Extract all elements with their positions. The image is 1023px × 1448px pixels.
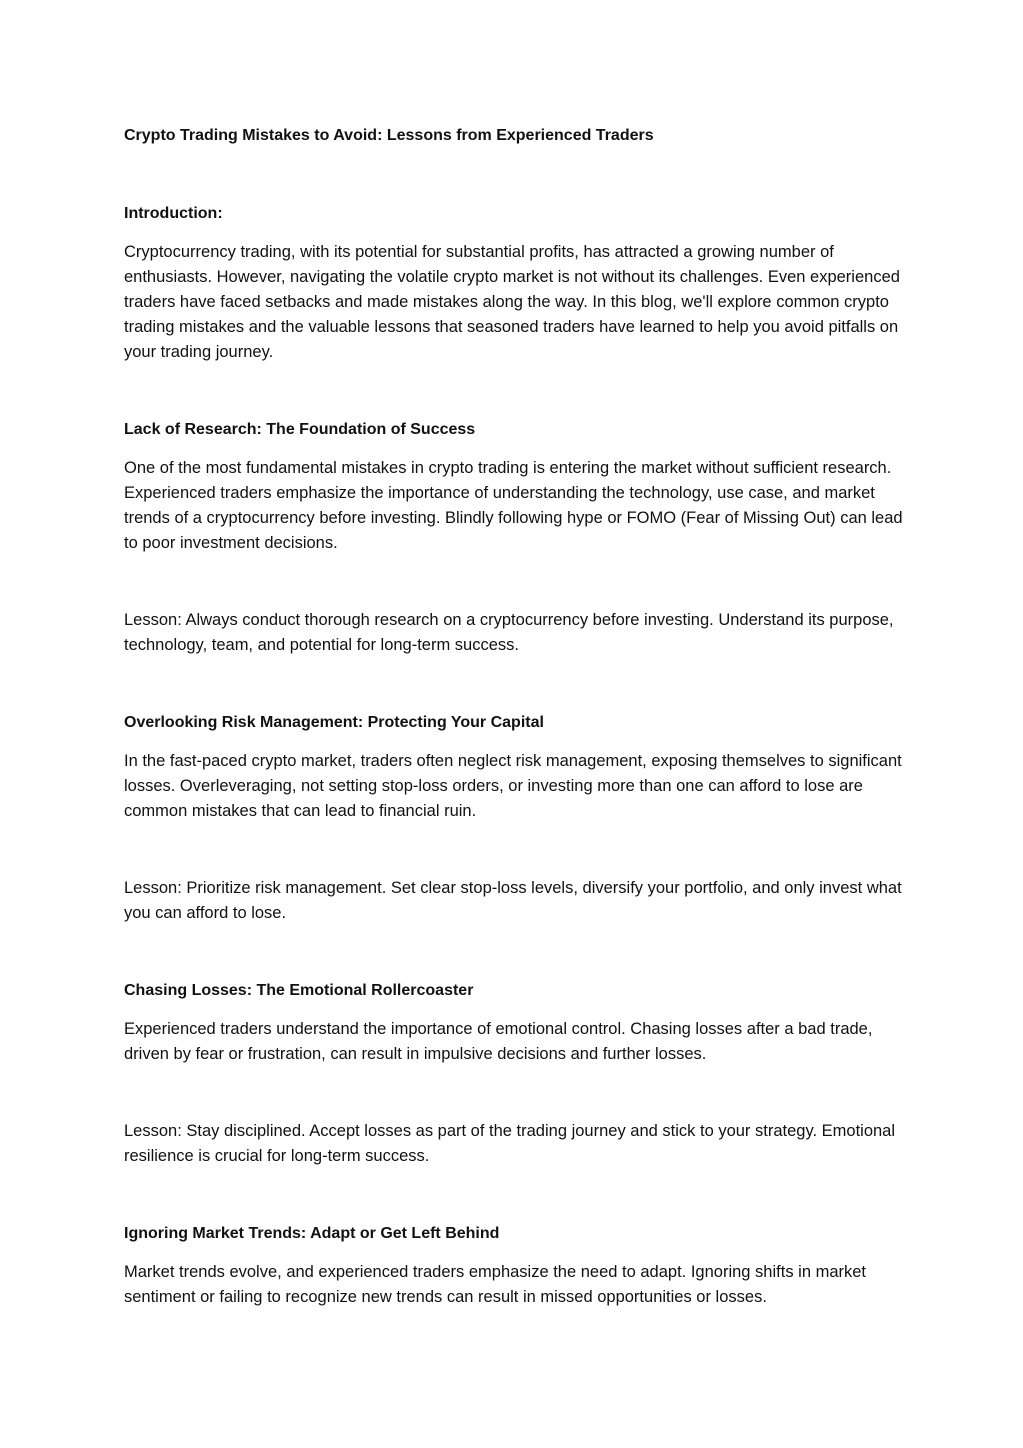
section-paragraph: Experienced traders understand the importance of emotional control. Chasing losses after a bad trade, driven by fear or frustration, can result in impulsive decisions and further losses. (124, 1020, 873, 1063)
section-paragraph: Market trends evolve, and experienced traders emphasize the need to adapt. Ignoring shifts in market sentiment or failing to recognize new trends can result in missed opportunities or losses. (124, 1263, 867, 1306)
document-title: Crypto Trading Mistakes to Avoid: Lessons from Experienced Traders (124, 127, 654, 144)
section-heading-risk-management: Overlooking Risk Management: Protecting Your Capital (124, 714, 544, 731)
lesson-paragraph: Lesson: Always conduct thorough research on a cryptocurrency before investing. Understand its purpose, technology, team, and potential for long-term success. (124, 611, 894, 654)
lesson-paragraph: Lesson: Prioritize risk management. Set clear stop-loss levels, diversify your portfolio, and only invest what you can afford to lose. (124, 879, 902, 922)
section-paragraph: One of the most fundamental mistakes in crypto trading is entering the market without sufficient research. Experienced traders emphasize the importance of understanding the technology, use case, and market trends of a cryptocurrency before investing. Blindly following hype or FOMO (Fear of Missing Out) can lead to poor investment decisions. (124, 459, 903, 552)
section-heading-introduction: Introduction: (124, 205, 223, 222)
section-heading-market-trends: Ignoring Market Trends: Adapt or Get Left Behind (124, 1225, 500, 1242)
section-heading-chasing-losses: Chasing Losses: The Emotional Rollercoaster (124, 982, 474, 999)
lesson-paragraph: Lesson: Stay disciplined. Accept losses as part of the trading journey and stick to your strategy. Emotional resilience is crucial for long-term success. (124, 1122, 896, 1165)
section-heading-lack-of-research: Lack of Research: The Foundation of Success (124, 421, 476, 438)
section-paragraph: In the fast-paced crypto market, traders often neglect risk management, exposing themselves to significant losses. Overleveraging, not setting stop-loss orders, or investing more than one can afford to lose are common mistakes that can lead to financial ruin. (124, 752, 902, 820)
section-paragraph: Cryptocurrency trading, with its potential for substantial profits, has attracted a growing number of enthusiasts. However, navigating the volatile crypto market is not without its challenges. Even experienced traders have faced setbacks and made mistakes along the way. In this blog, we'll explore common crypto trading mistakes and the valuable lessons that seasoned traders have learned to help you avoid pitfalls on your trading journey. (124, 243, 900, 361)
